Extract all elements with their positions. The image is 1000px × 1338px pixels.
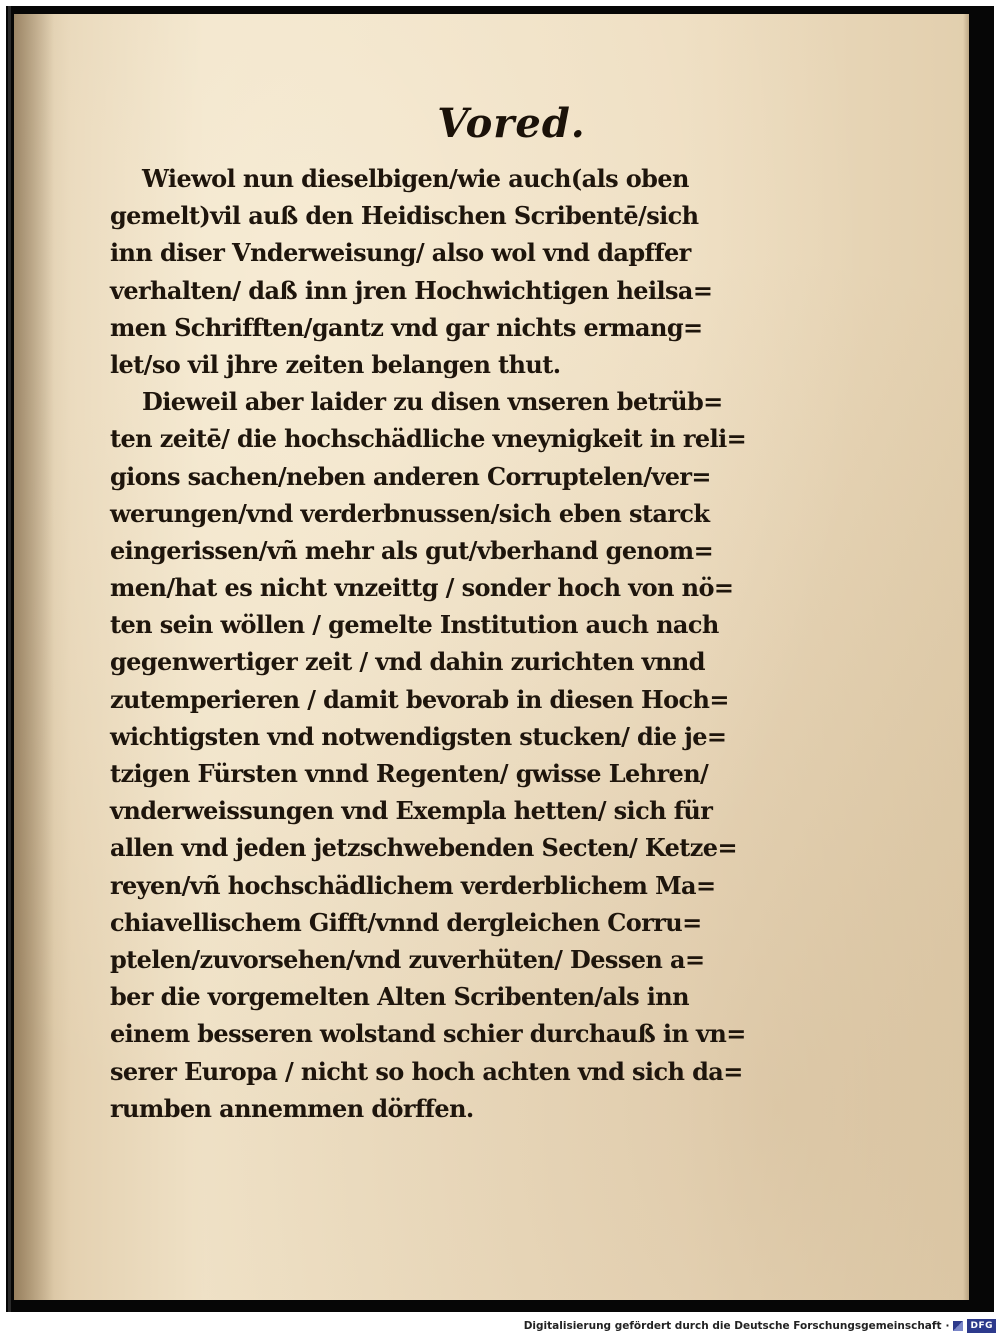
text-line: verhalten/ daß inn jren Hochwichtigen heilsa=: [110, 275, 713, 305]
text-line: ten sein wöllen / gemelte Institution auch nach: [110, 610, 719, 640]
text-line: eingerissen/vñ mehr als gut/vberhand genom=: [110, 535, 714, 565]
body-text: [110, 160, 747, 1127]
text-line: ber die vorgemelten Alten Scribenten/als inn: [110, 982, 689, 1012]
dfg-emblem-icon: [953, 1321, 963, 1331]
footer-separator: ·: [945, 1320, 950, 1332]
text-line: wichtigsten vnd notwendigsten stucken/ die je=: [110, 721, 727, 751]
text-line: ptelen/zuvorsehen/vnd zuverhüten/ Dessen a=: [110, 944, 705, 974]
footer-credit-text: Digitalisierung gefördert durch die Deutsche Forschungsgemeinschaft: [523, 1320, 942, 1332]
text-line: rumben annemmen dörffen.: [110, 1093, 474, 1123]
scanned-page: [14, 14, 969, 1300]
text-line: inn diser Vnderweisung/ also wol vnd dapffer: [110, 238, 691, 268]
page-gutter-shadow: [14, 14, 54, 1300]
text-line: Wiewol nun dieselbigen/wie auch(als oben: [142, 164, 689, 193]
dfg-logo[interactable]: DFG: [967, 1319, 996, 1333]
text-line: gegenwertiger zeit / vnd dahin zurichten vnnd: [110, 647, 705, 677]
page-right-edge: [963, 14, 969, 1300]
text-line: vnderweissungen vnd Exempla hetten/ sich für: [110, 796, 713, 826]
text-line: zutemperieren / damit bevorab in diesen Hoch=: [110, 684, 729, 714]
text-line: werungen/vnd verderbnussen/sich eben starck: [110, 498, 710, 528]
text-line: reyen/vñ hochschädlichem verderblichem Ma=: [110, 870, 716, 900]
text-line: einem besseren wolstand schier durchauß in vn=: [110, 1019, 746, 1049]
text-line: gemelt)vil auß den Heidischen Scribentē/sich: [110, 201, 699, 231]
text-line: chiavellischem Gifft/vnnd dergleichen Corru=: [110, 907, 702, 937]
footer-credit: [524, 1317, 996, 1335]
text-line: tzigen Fürsten vnnd Regenten/ gwisse Lehren/: [110, 759, 709, 788]
page-heading: Vored.: [437, 100, 586, 147]
text-line: serer Europa / nicht so hoch achten vnd sich da=: [110, 1056, 743, 1086]
text-line: men Schrifften/gantz vnd gar nichts ermang=: [110, 312, 703, 342]
text-line: ten zeitē/ die hochschädliche vneynigkeit in reli=: [110, 424, 747, 454]
text-line: gions sachen/neben anderen Corruptelen/ver=: [110, 461, 711, 491]
text-line: allen vnd jeden jetzschwebenden Secten/ Ketze=: [110, 833, 737, 863]
text-line: Dieweil aber laider zu disen vnseren betrüb=: [142, 387, 723, 417]
text-line: men/hat es nicht vnzeittg / sonder hoch von nö=: [110, 573, 734, 603]
text-line: let/so vil jhre zeiten belangen thut.: [110, 349, 561, 379]
frame-edge-left: [8, 6, 11, 1312]
